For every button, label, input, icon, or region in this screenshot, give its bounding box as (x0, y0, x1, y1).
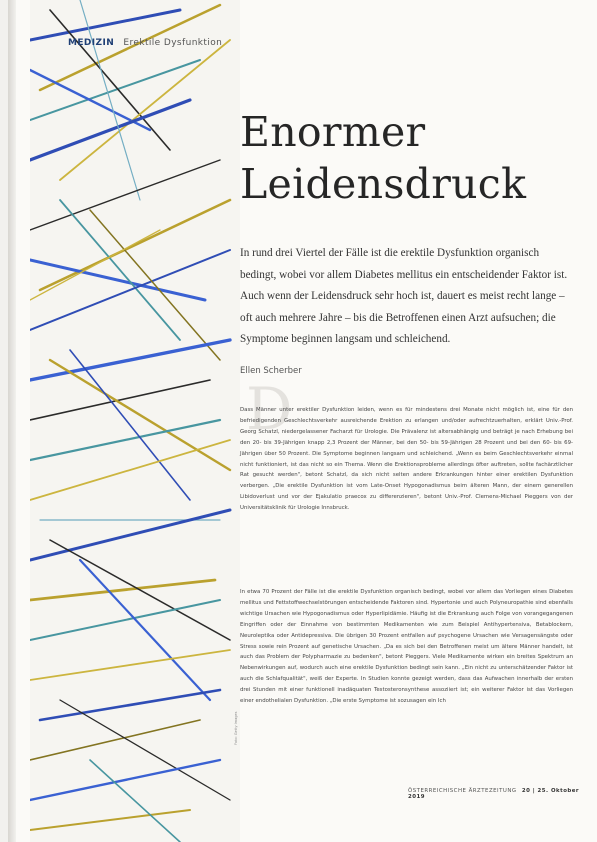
drop-cap-letter: D (246, 375, 293, 443)
topic-label: Erektile Dysfunktion (123, 38, 223, 48)
section-label: MEDIZIN (68, 38, 115, 48)
lead-paragraph: In rund drei Viertel der Fälle ist die erektile Dysfunktion organisch bedingt, wobei vor allem Diabetes mellitus ein entscheidender Faktor ist. Auch wenn der Leidensdruck sehr hoch ist, dauert es meist recht lange – oft auch mehrere Jahre – bis die Betroffenen einen Arzt aufsuchen; die Symptome beginnen langsam und schleichend. (240, 247, 568, 346)
title-line-1: Enormer (240, 108, 426, 156)
author-byline: Ellen Scherber (240, 366, 302, 376)
page-footer (408, 788, 597, 800)
title-line-2: Leidensdruck (240, 160, 527, 208)
page-binding-shadow (8, 0, 16, 842)
issue-info: 20 | 25. Oktober 2019 (408, 788, 580, 800)
section-header (68, 38, 222, 48)
publication-name: ÖSTERREICHISCHE ÄRZTEZEITUNG (408, 788, 517, 794)
abstract-brushstroke-illustration (30, 0, 240, 842)
body-paragraph-1: Dass Männer unter erektiler Dysfunktion leiden, wenn es für mindestens drei Monate nicht möglich ist, eine für den befriedigenden Geschlechtsverkehr ausreichende Erektion zu erlangen und/oder aufrechtzuerhalten, erklärt Univ.-Prof. Georg Schatzl, niedergelassener Facharzt für Urologie. Die Prävalenz ist altersabhängig und beträgt je nach Erhebung bei den 20- bis 39-Jährigen knapp 2,3 Prozent der Männer, bei den 50- bis 59-Jährigen 28 Prozent und bei den 60- bis 69-Jährigen über 50 Prozent. Die Symptome beginnen langsam und schleichend. „Wenn es beim Geschlechtsverkehr einmal nicht funktioniert, ist das nicht so ein Thema. Wenn die Erektionsprobleme allerdings öfter auftreten, sollte fachärztlicher Rat gesucht werden", betont Schatzl, da sich nicht selten andere Erkrankungen hinter einer erektilen Dysfunktion verbergen. „Die erektile Dysfunktion ist vom Late-Onset Hypogonadismus beim älteren Mann, der einem generellen Libidoverlust und vor der Ejakulatio praecox zu differenzieren", betont Univ.-Prof. Clemens-Michael Pieggers von der Universitätsklinik für Urologie Innsbruck. (240, 407, 573, 512)
article-title (240, 106, 526, 210)
image-credit: Foto: Getty Images (234, 711, 238, 745)
body-paragraph-2: In etwa 70 Prozent der Fälle ist die erektile Dysfunktion organisch bedingt, wobei vor allem das Vorliegen eines Diabetes mellitus und Fettstoffwechselstörungen entscheidende Faktoren sind. Hypertonie und auch Polyneuropathie sind ebenfalls wichtige Ursachen wie Hypogonadismus oder Hyperlipidämie. Häufig ist die Erkrankung auch Folge von vorangegangenen Eingriffen oder der Einnahme von bestimmten Medikamenten wie zum Beispiel Antihypertensiva, Betablockern, Neuroleptika oder Antidepressiva. Die übrigen 30 Prozent entfallen auf psychogene Ursachen wie Versagensängste oder Stress sowie rein Prozent auf genetische Ursachen. „Da es sich bei den Betroffenen meist um ältere Männer handelt, ist auch das Problem der Polypharmazie zu bedenken", betont Pieggers. Viele Medikamente wirken ein breites Spektrum an Nebenwirkungen auf, wodurch auch eine erektile Dysfunktion bedingt sein kann. „Ein nicht zu unterschätzender Faktor ist auch die Schlafqualität", weiß der Experte. In Studien konnte gezeigt werden, dass das Aufwachen innerhalb der ersten drei Stunden mit einer funktionell inadäquaten Testosteronsynthese assoziiert ist; ein weiterer Faktor ist das Vorliegen einer endothelialen Dysfunktion. „Die erste Symptome ist sozusagen ein Ich (240, 589, 573, 705)
